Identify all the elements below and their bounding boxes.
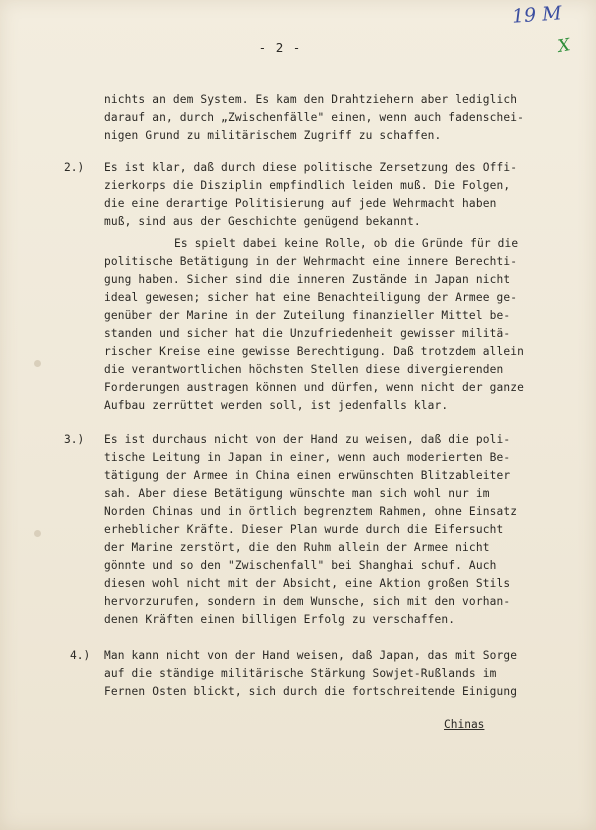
punch-hole bbox=[34, 530, 41, 537]
text-line: ideal gewesen; sicher hat eine Benachteiligung der Armee ge- bbox=[104, 291, 518, 304]
text-line: muß, sind aus der Geschichte genügend bekannt. bbox=[104, 215, 421, 228]
text-line: die eine derartige Politisierung auf jede Wehrmacht haben bbox=[104, 197, 497, 210]
text-line: erheblicher Kräfte. Dieser Plan wurde durch die Eifersucht bbox=[104, 523, 504, 536]
text-line: standen und sicher hat die Unzufriedenheit gewisser militä- bbox=[104, 327, 511, 340]
text-line: gönnte und so den "Zwischenfall" bei Shanghai schuf. Auch bbox=[104, 559, 497, 572]
text-line: Aufbau zerrüttet werden soll, ist jedenfalls klar. bbox=[104, 399, 449, 412]
paragraph-number-2: 2.) bbox=[64, 161, 85, 174]
text-line: der Marine zerstört, die den Ruhm allein der Armee nicht bbox=[104, 541, 490, 554]
text-line: Forderungen austragen können und dürfen, wenn nicht der ganze bbox=[104, 381, 525, 394]
paragraph-number-3: 3.) bbox=[64, 433, 85, 446]
text-line: Es spielt dabei keine Rolle, ob die Gründe für die bbox=[174, 237, 519, 250]
text-line: genüber der Marine in der Zuteilung finanzieller Mittel be- bbox=[104, 309, 511, 322]
text-line: Man kann nicht von der Hand weisen, daß Japan, das mit Sorge bbox=[104, 649, 518, 662]
text-line: auf die ständige militärische Stärkung Sowjet-Rußlands im bbox=[104, 667, 497, 680]
catchword: Chinas bbox=[444, 718, 485, 731]
text-line: tätigung der Armee in China einen erwünschten Blitzableiter bbox=[104, 469, 511, 482]
text-line: zierkorps die Disziplin empfindlich leiden muß. Die Folgen, bbox=[104, 179, 511, 192]
text-line: sah. Aber diese Betätigung wünschte man sich wohl nur im bbox=[104, 487, 490, 500]
text-line: Es ist klar, daß durch diese politische Zersetzung des Offi- bbox=[104, 161, 518, 174]
archive-check-mark: X bbox=[556, 35, 572, 57]
text-line: darauf an, durch „Zwischenfälle" einen, wenn auch fadenschei- bbox=[104, 111, 525, 124]
text-line: nigen Grund zu militärischem Zugriff zu schaffen. bbox=[104, 129, 442, 142]
text-line: tische Leitung in Japan in einer, wenn auch moderierten Be- bbox=[104, 451, 511, 464]
text-line: gung haben. Sicher sind die inneren Zustände in Japan nicht bbox=[104, 273, 511, 286]
text-line: Norden Chinas und in örtlich begrenztem Rahmen, ohne Einsatz bbox=[104, 505, 518, 518]
text-line: Fernen Osten blickt, sich durch die fortschreitende Einigung bbox=[104, 685, 518, 698]
paragraph-number-4: 4.) bbox=[70, 649, 91, 662]
text-line: nichts an dem System. Es kam den Drahtziehern aber lediglich bbox=[104, 93, 518, 106]
text-line: die verantwortlichen höchsten Stellen diese divergierenden bbox=[104, 363, 504, 376]
page-number: - 2 - bbox=[258, 40, 302, 55]
text-line: denen Kräften einen billigen Erfolg zu verschaffen. bbox=[104, 613, 456, 626]
text-line: rischer Kreise eine gewisse Berechtigung. Daß trotzdem allein bbox=[104, 345, 525, 358]
archive-folio-note: 19 M bbox=[511, 2, 563, 28]
punch-hole bbox=[34, 360, 41, 367]
text-line: Es ist durchaus nicht von der Hand zu weisen, daß die poli- bbox=[104, 433, 511, 446]
text-line: diesen wohl nicht mit der Absicht, eine Aktion großen Stils bbox=[104, 577, 511, 590]
text-line: politische Betätigung in der Wehrmacht eine innere Berechti- bbox=[104, 255, 518, 268]
text-line: hervorzurufen, sondern in dem Wunsche, sich mit den vorhan- bbox=[104, 595, 511, 608]
